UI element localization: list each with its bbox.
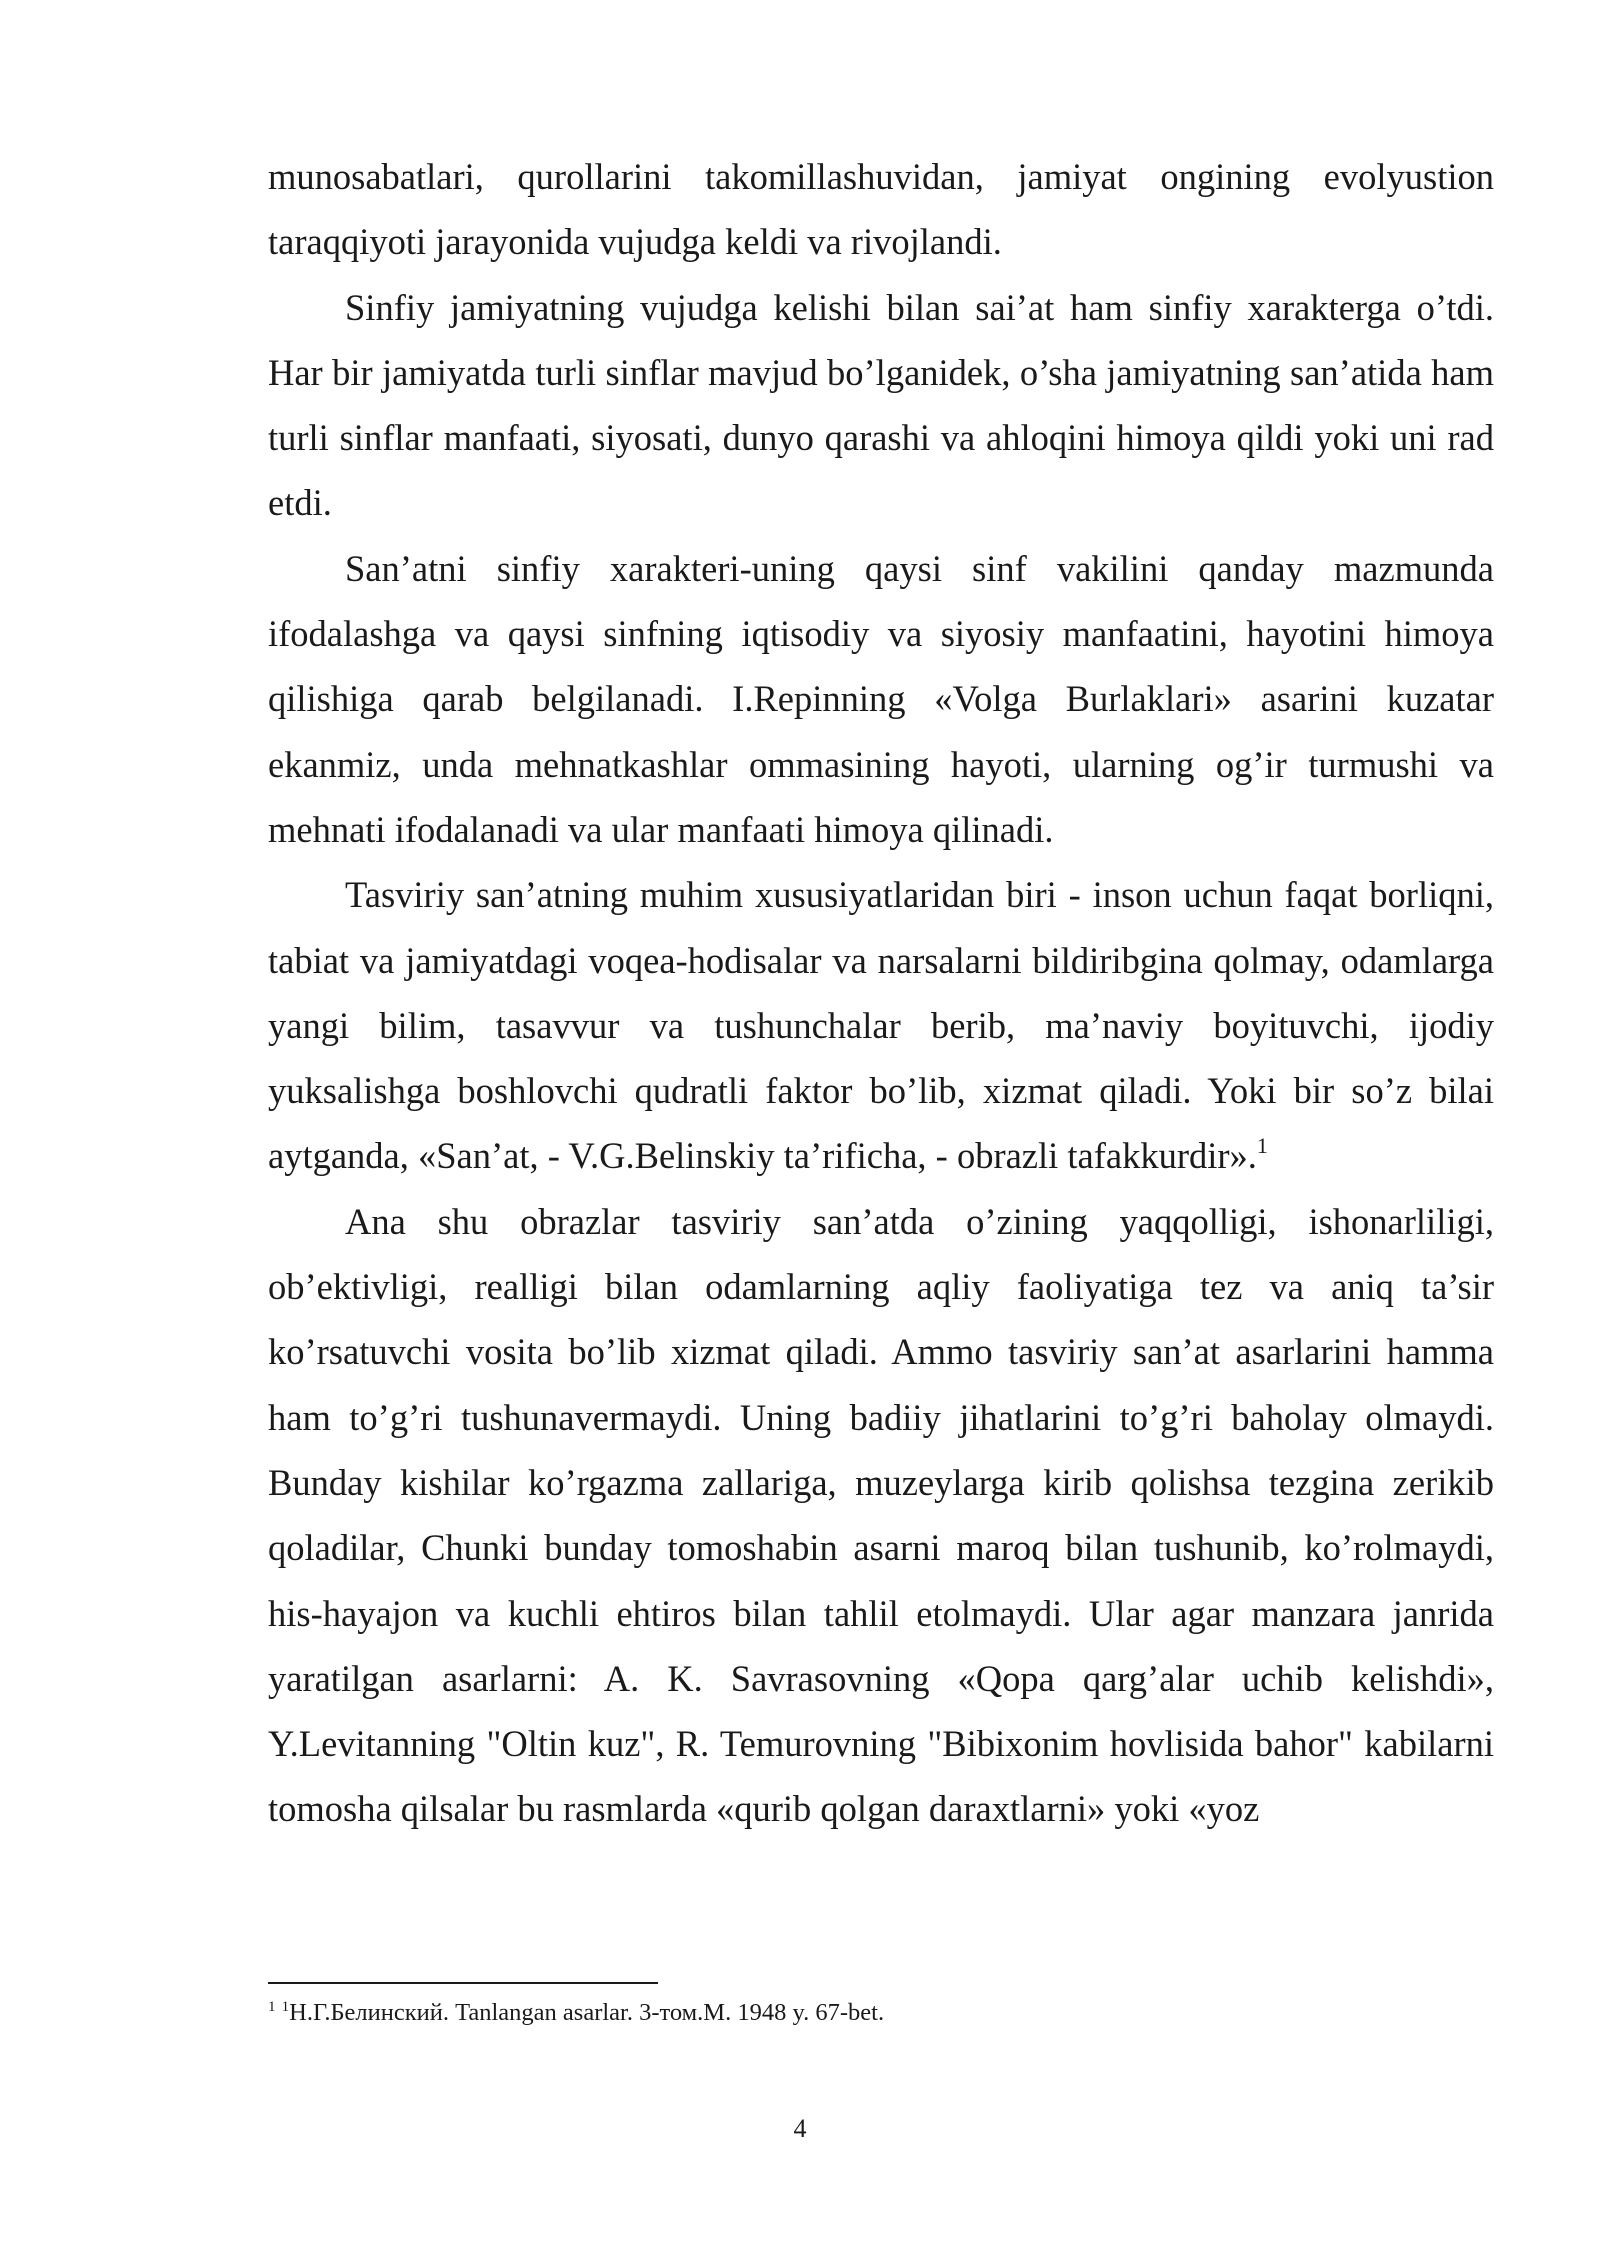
footnote-marker: 1 <box>268 1998 276 2015</box>
footnote-inner-marker: 1 <box>281 1998 290 2015</box>
footnote-reference[interactable]: 1 <box>1256 1133 1268 1159</box>
paragraph-2 <box>268 275 1494 536</box>
paragraph-4 <box>268 862 1494 1188</box>
paragraph-2-text: Sinfiy jamiyatning vujudga kelishi bilan sai’at ham sinfiy xarakterga o’tdi. Har bir jamiyatda turli sinflar mavjud bo’lganidek, o’sha jamiyatning san’atida ham turli sinflar manfaati, siyosati, dunyo qarashi va ahloqini himoya qildi yoki uni rad etdi. <box>268 286 1494 524</box>
paragraph-3 <box>268 536 1494 862</box>
paragraph-5 <box>268 1189 1494 1842</box>
paragraph-3-text: San’atni sinfiy xarakteri-uning qaysi sinf vakilini qanday mazmunda ifodalashga va qaysi sinfning iqtisodiy va siyosiy manfaatini, hayotini himoya qilishiga qarab belgilanadi. I.Repinning «Volga Burlaklari» asarini kuzatar ekanmiz, unda mehnatkashlar ommasining hayoti, ularning og’ir turmushi va mehnati ifodalanadi va ular manfaati himoya qilinadi. <box>268 547 1494 850</box>
footnote-text: Н.Г.Белинский. Tanlangan asarlar. 3-том.М. 1948 y. 67-bet. <box>289 1999 885 2026</box>
paragraph-1-text: munosabatlari, qurollarini takomillashuvidan, jamiyat ongining evolyustion taraqqiyoti jarayonida vujudga keldi va rivojlandi. <box>268 156 1494 263</box>
paragraph-4-text: Tasviriy san’atning muhim xususiyatlaridan biri - inson uchun faqat borliqni, tabiat va jamiyatdagi voqea-hodisalar va narsalarni bildiribgina qolmay, odamlarga yangi bilim, tasavvur va tushunchalar berib, ma’naviy boyituvchi, ijodiy yuksalishga boshlovchi qudratli faktor bo’lib, xizmat qiladi. Yoki bir so’z bilai aytganda, «San’at, - V.G.Belinskiy ta’rificha, - obrazli tafakkurdir». <box>268 874 1494 1177</box>
page-number: 4 <box>793 2114 807 2143</box>
footnote <box>268 1996 1494 2030</box>
footnote-separator <box>268 1982 658 1984</box>
paragraph-1 <box>268 144 1494 275</box>
body-text <box>268 144 1494 1842</box>
paragraph-5-text: Ana shu obrazlar tasviriy san’atda o’zining yaqqolligi, ishonarliligi, ob’ektivligi, realligi bilan odamlarning aqliy faoliyatiga tez va aniq ta’sir ko’rsatuvchi vosita bo’lib xizmat qiladi. Ammo tasviriy san’at asarlarini hamma ham to’g’ri tushunavermaydi. Uning badiiy jihatlarini to’g’ri baholay olmaydi. Bunday kishilar ko’rgazma zallariga, muzeylarga kirib qolishsa tezgina zerikib qoladilar, Chunki bunday tomoshabin asarni maroq bilan tushunib, ko’rolmaydi, his-hayajon va kuchli ehtiros bilan tahlil etolmaydi. Ular agar manzara janrida yaratilgan asarlarni: A. K. Savrasovning «Qopa qarg’alar uchib kelishdi», Y.Levitanning "Oltin kuz", R. Temurovning "Bibixonim hovlisida bahor" kabilarni tomosha qilsalar bu rasmlarda «qurib qolgan daraxtlarni» yoki «yoz <box>268 1200 1494 1830</box>
